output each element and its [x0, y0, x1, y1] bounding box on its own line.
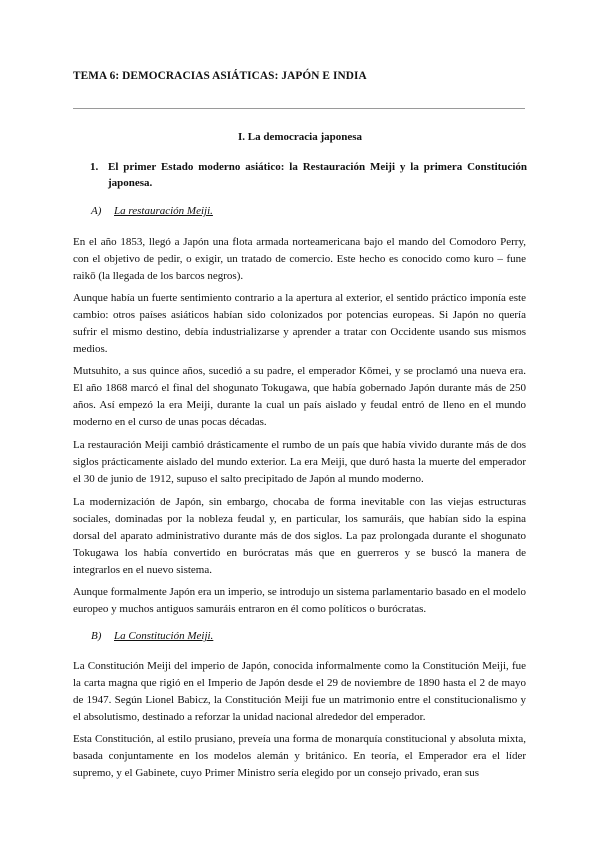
- paragraph: En el año 1853, llegó a Japón una flota armada norteamericana bajo el mando del Comodoro Perry, con el objetivo de pedir, o exigir, un tratado de comercio. Este hecho es conocido como kuro – fune raikō (la llegada de los barcos negros).: [73, 236, 526, 282]
- subsection-letter: A): [91, 205, 102, 217]
- document-title: TEMA 6: DEMOCRACIAS ASIÁTICAS: JAPÓN E INDIA: [73, 70, 367, 82]
- paragraph: La modernización de Japón, sin embargo, chocaba de forma inevitable con las viejas estructuras sociales, dominadas por la nobleza feudal y, en particular, los samuráis, que habían sido la espina dorsal del aparato administrativo durante más de dos siglos. La paz prolongada durante el shogunato Tokugawa los había convertido en burócratas más que en guerreros y se buscó la manera de integrarlos en el nuevo sistema.: [73, 496, 526, 576]
- section-title: I. La democracia japonesa: [237, 131, 363, 143]
- paragraph: Esta Constitución, al estilo prusiano, preveía una forma de monarquía constitucional y absoluta mixta, basada conjuntamente en los modelos alemán y británico. En teoría, el Emperador era el líder supremo, y el Gabinete, cuyo Primer Ministro sería elegido por un consejo privado, eran sus: [73, 733, 526, 779]
- subsection-title: La Constitución Meiji.: [114, 630, 214, 642]
- subsection-heading-b: [91, 630, 213, 642]
- paragraph: La restauración Meiji cambió drásticamente el rumbo de un país que había vivido durante más de dos siglos prácticamente aislado del mundo exterior. La era Meiji, que duró hasta la muerte del emperador el 30 de junio de 1912, supuso el salto precipitado de Japón al mundo moderno.: [73, 439, 526, 485]
- paragraph: Aunque formalmente Japón era un imperio, se introdujo un sistema parlamentario basado en el modelo europeo y muchos antiguos samuráis entraron en él como políticos o burócratas.: [73, 586, 527, 615]
- subsection-heading-a: [91, 205, 213, 217]
- horizontal-divider: [73, 108, 525, 109]
- paragraph: Aunque había un fuerte sentimiento contrario a la apertura al exterior, el sentido práctico imponía este cambio: otros países asiáticos habían sido colonizados por potencias europeas. Si Japón no quería sufrir el mismo destino, debía industrializarse y aprender a tratar con Occidente usando sus mismos medios.: [73, 292, 526, 355]
- numbered-heading: [90, 160, 527, 191]
- heading-number: 1.: [90, 161, 99, 173]
- paragraph: Mutsuhito, a sus quince años, sucedió a su padre, el emperador Kōmei, y se proclamó una nueva era. El año 1868 marcó el final del shogunato Tokugawa, que había gobernado Japón durante más de 250 años. Así empezó la era Meiji, durante la cual un país aislado y feudal entró de lleno en el mundo moderno en el curso de unas pocas décadas.: [73, 365, 526, 428]
- heading-text: El primer Estado moderno asiático: la Restauración Meiji y la primera Constitución japonesa.: [108, 161, 527, 189]
- subsection-title: La restauración Meiji.: [114, 205, 213, 217]
- paragraph: La Constitución Meiji del imperio de Japón, conocida informalmente como la Constitución Meiji, fue la carta magna que rigió en el Imperio de Japón desde el 29 de noviembre de 1890 hasta el 2 de mayo de 1947. Según Lionel Babicz, la Constitución Meiji fue un matrimonio entre el constitucionalismo y el absolutismo, destinado a reforzar la unidad nacional alrededor del emperador.: [73, 660, 526, 723]
- subsection-letter: B): [91, 630, 102, 642]
